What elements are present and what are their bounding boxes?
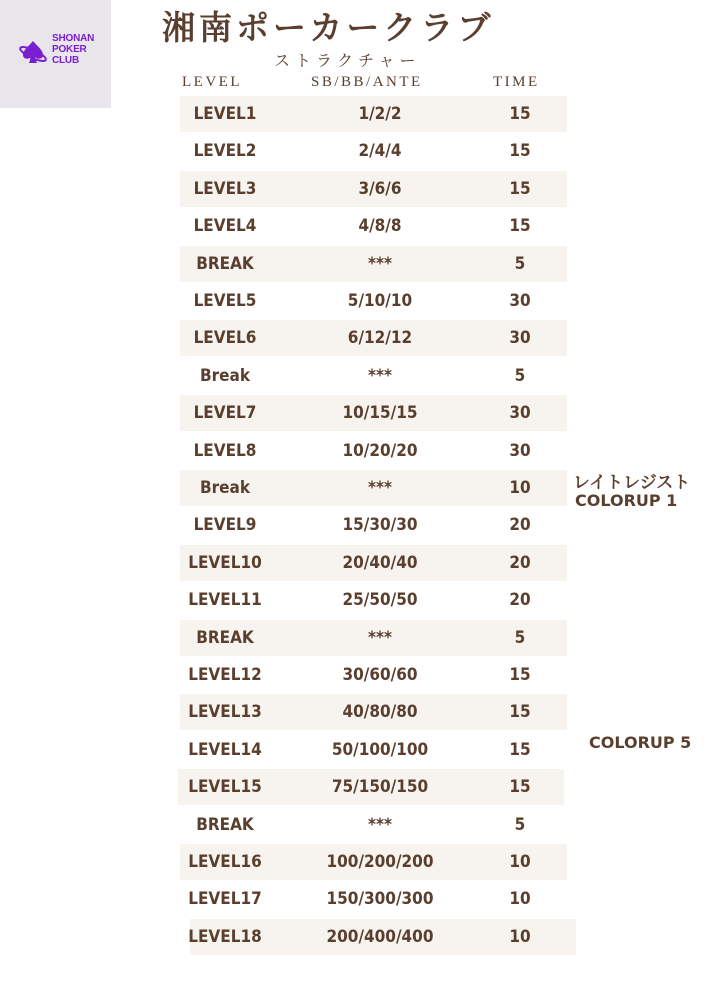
table-row	[180, 844, 567, 880]
table-row	[180, 732, 567, 768]
cell-time: 5	[514, 627, 526, 648]
table-row	[180, 433, 567, 469]
table-row	[180, 208, 567, 244]
cell-level: LEVEL17	[188, 889, 262, 910]
page-title: 湘南ポーカークラブ	[162, 8, 495, 47]
cell-blinds: ***	[368, 253, 392, 274]
cell-time: 20	[509, 590, 531, 611]
table-row	[180, 470, 567, 506]
cell-blinds: 1/2/2	[358, 104, 402, 124]
cell-blinds: 40/80/80	[342, 702, 418, 723]
spade-planet-icon	[18, 38, 48, 66]
table-row	[180, 694, 567, 730]
cell-time: 15	[509, 702, 531, 723]
cell-blinds: ***	[368, 478, 392, 498]
table-row	[180, 358, 567, 394]
cell-blinds: 150/300/300	[326, 889, 434, 910]
cell-time: 15	[509, 178, 531, 199]
cell-time: 20	[509, 552, 531, 573]
cell-blinds: 6/12/12	[347, 328, 413, 349]
cell-level: LEVEL6	[193, 328, 257, 349]
logo-wordmark	[52, 33, 108, 66]
cell-time: 5	[514, 253, 526, 274]
table-row	[180, 283, 567, 319]
cell-level: BREAK	[196, 627, 254, 648]
cell-time: 15	[509, 777, 531, 798]
cell-time: 30	[509, 291, 531, 311]
colorup-1-note: COLORUP 1	[575, 491, 678, 510]
cell-level: LEVEL10	[188, 552, 262, 573]
cell-time: 15	[509, 665, 531, 685]
table-row	[180, 881, 567, 917]
header-blinds: SB/BB/ANTE	[311, 74, 423, 90]
header-level: LEVEL	[182, 74, 242, 90]
cell-time: 5	[514, 814, 526, 835]
late-registration-note: レイトレジスト	[573, 473, 691, 493]
cell-blinds: 30/60/60	[342, 665, 418, 685]
cell-level: LEVEL11	[188, 590, 262, 611]
table-row	[180, 582, 567, 618]
cell-time: 10	[509, 478, 531, 498]
table-row	[180, 620, 567, 656]
cell-blinds: 2/4/4	[358, 141, 402, 162]
cell-blinds: 100/200/200	[326, 852, 434, 872]
cell-time: 20	[509, 515, 531, 536]
cell-blinds: 25/50/50	[342, 590, 418, 611]
table-row	[180, 96, 567, 132]
logo-panel	[0, 0, 111, 108]
cell-blinds: ***	[368, 814, 392, 835]
cell-level: LEVEL16	[188, 852, 262, 872]
cell-level: LEVEL13	[188, 702, 262, 723]
cell-level: Break	[199, 478, 251, 498]
cell-blinds: 4/8/8	[358, 216, 402, 237]
cell-time: 10	[509, 852, 531, 872]
cell-level: LEVEL14	[188, 739, 262, 760]
cell-time: 10	[509, 926, 531, 947]
header-time: TIME	[493, 74, 540, 90]
cell-time: 15	[509, 216, 531, 237]
logo-line: POKER	[52, 44, 87, 55]
cell-level: BREAK	[196, 814, 254, 835]
cell-blinds: 10/20/20	[342, 440, 418, 461]
cell-blinds: 10/15/15	[342, 403, 418, 424]
table-row	[180, 133, 567, 169]
table-row	[178, 769, 564, 805]
table-row	[180, 246, 567, 282]
cell-blinds: 75/150/150	[331, 777, 429, 798]
cell-time: 15	[509, 141, 531, 162]
table-row	[180, 657, 567, 693]
cell-time: 30	[509, 440, 531, 461]
table-row	[180, 395, 567, 431]
cell-level: LEVEL2	[193, 141, 257, 162]
cell-level: LEVEL5	[193, 291, 257, 311]
cell-level: LEVEL9	[193, 515, 257, 536]
cell-blinds: 200/400/400	[326, 926, 434, 947]
cell-level: LEVEL4	[193, 216, 257, 237]
cell-time: 15	[509, 739, 531, 760]
cell-level: LEVEL1	[193, 104, 257, 124]
cell-time: 5	[514, 365, 526, 386]
cell-blinds: 50/100/100	[331, 739, 429, 760]
cell-blinds: 20/40/40	[342, 552, 418, 573]
table-row	[180, 507, 567, 543]
table-row	[180, 545, 567, 581]
cell-blinds: ***	[368, 627, 392, 648]
table-row	[180, 807, 567, 843]
cell-level: BREAK	[196, 253, 254, 274]
table-row	[180, 320, 567, 356]
cell-level: LEVEL8	[193, 440, 257, 461]
cell-level: LEVEL7	[193, 403, 257, 424]
cell-level: Break	[199, 365, 251, 386]
cell-level: LEVEL12	[188, 665, 262, 685]
logo-line: CLUB	[52, 55, 79, 66]
logo-line: SHONAN	[52, 33, 95, 44]
page-subtitle: ストラクチャー	[274, 51, 421, 70]
cell-time: 15	[509, 104, 531, 124]
table-row	[190, 919, 576, 955]
cell-level: LEVEL15	[188, 777, 262, 798]
cell-level: LEVEL3	[193, 178, 257, 199]
cell-blinds: 3/6/6	[358, 178, 402, 199]
cell-blinds: ***	[368, 365, 392, 386]
cell-time: 30	[509, 328, 531, 349]
cell-level: LEVEL18	[188, 926, 262, 947]
table-row	[180, 171, 567, 207]
cell-blinds: 15/30/30	[342, 515, 418, 536]
colorup-5-note: COLORUP 5	[589, 733, 692, 752]
cell-blinds: 5/10/10	[347, 291, 413, 311]
cell-time: 10	[509, 889, 531, 910]
cell-time: 30	[509, 403, 531, 424]
